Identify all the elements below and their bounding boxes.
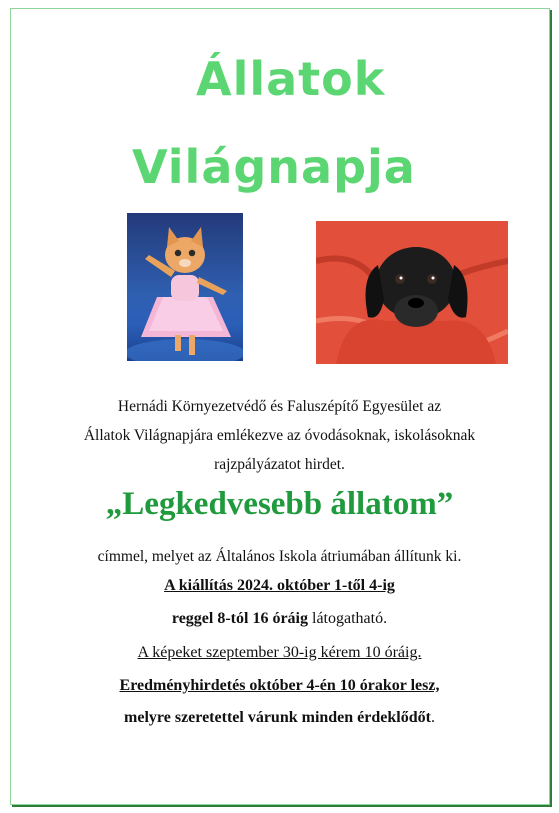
opening-hours xyxy=(0,610,559,628)
title-line-2: Világnapja xyxy=(132,140,416,194)
invitation xyxy=(0,709,559,727)
details-line-1: címmel, melyet az Általános Iskola átriumában állítunk ki. xyxy=(97,548,462,565)
intro-line-3: rajzpályázatot hirdet. xyxy=(214,456,345,473)
contest-title: „Legkedvesebb állatom” xyxy=(105,486,454,522)
exhibition-dates: A kiállítás 2024. október 1-től 4-ig xyxy=(164,577,395,594)
intro-line-2: Állatok Világnapjára emlékezve az óvodásoknak, iskolásoknak xyxy=(83,427,476,444)
puppy-in-blanket-photo xyxy=(316,221,508,364)
title-line-1: Állatok xyxy=(196,52,386,106)
opening-hours-bold: reggel 8-tól 16 óráig xyxy=(171,610,308,627)
cat-in-tutu-photo xyxy=(127,213,243,361)
opening-hours-rest: látogatható. xyxy=(308,610,388,627)
results-announcement: Eredményhirdetés október 4-én 10 órakor lesz, xyxy=(119,677,440,694)
invitation-end: . xyxy=(430,709,435,726)
invitation-bold: melyre szeretettel várunk minden érdeklődőt xyxy=(124,709,431,726)
submission-deadline: A képeket szeptember 30-ig kérem 10 óráig. xyxy=(137,644,422,661)
intro-line-1: Hernádi Környezetvédő és Faluszépítő Egyesület az xyxy=(117,398,442,415)
